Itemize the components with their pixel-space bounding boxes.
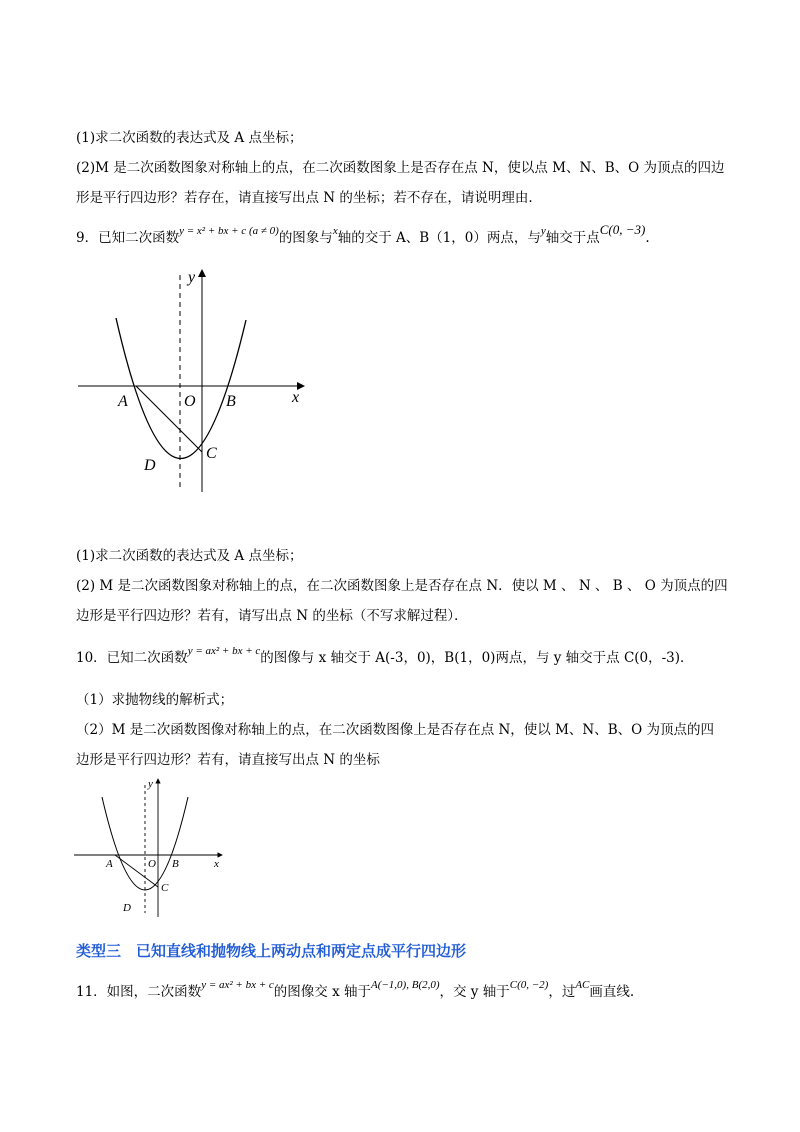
p10-question-2-line-1: （2）M 是二次函数图像对称轴上的点，在二次函数图像上是否存在点 N，使以 M、N、B、O 为顶点的四 — [76, 722, 715, 738]
label-c: C — [161, 882, 169, 894]
p11-ac: AC — [575, 979, 590, 991]
p9-number: 9．已知二次函数 — [76, 230, 180, 246]
label-y: y — [148, 778, 153, 790]
p10-figure — [70, 775, 235, 920]
label-a: A — [118, 393, 128, 410]
p9-question-2-line-2: 边形是平行四边形？若有，请写出点 N 的坐标（不写求解过程）． — [76, 608, 468, 624]
label-d: D — [144, 457, 156, 474]
p11-formula: y = ax² + bx + c — [201, 979, 274, 991]
label-o: O — [148, 858, 156, 870]
label-b: B — [226, 393, 236, 410]
p9-figure — [70, 260, 320, 500]
p10-statement: 10．已知二次函数$^{y = ax^2 + bx + c}$的图像与 x 轴交于 A(-3，0)，B(1，0)两点，与 y 轴交于点 C(0，-3)． — [76, 645, 694, 666]
p8-question-2-line-1: (2)M 是二次函数图象对称轴上的点，在二次函数图象上是否存在点 N，使以点 M、N、B、O 为顶点的四边 — [76, 160, 725, 176]
p11-point-c: C(0, −2) — [509, 979, 549, 991]
label-y: y — [188, 269, 196, 286]
p9-point-c: C(0, −3) — [599, 222, 646, 237]
p10-question-1: （1）求抛物线的解析式； — [76, 692, 234, 708]
p11-statement: 11．如图，二次函数$^{y = ax^2 + bx + c}$的图像交 x 轴于$^{A(-1,0), B(2,0)}$，交 y 轴于$^{C(0, -2)}$，过$^{AC}$画直线. — [76, 979, 635, 1000]
p9-question-2-line-1: (2) M 是二次函数图象对称轴上的点，在二次函数图象上是否存在点 N．使以 M 、 N 、 B 、 O 为顶点的四 — [76, 578, 728, 594]
label-c: C — [206, 445, 217, 462]
p10-number: 10．已知二次函数 — [76, 650, 188, 666]
p10-formula: y = ax² + bx + c — [187, 645, 261, 657]
p9-question-1: (1)求二次函数的表达式及 A 点坐标； — [76, 548, 303, 564]
section-heading: 类型三 已知直线和抛物线上两动点和两定点成平行四边形 — [76, 942, 467, 960]
p9-formula: y = x² + bx + c (a ≠ 0) — [179, 225, 279, 237]
label-d: D — [123, 902, 131, 914]
p10-question-2-line-2: 边形是平行四边形？若有，请直接写出点 N 的坐标 — [76, 752, 380, 768]
parabola — [116, 318, 246, 459]
p8-question-2-line-2: 形是平行四边形？若存在，请直接写出点 N 的坐标；若不存在，请说明理由. — [76, 190, 533, 206]
p8-question-1: (1)求二次函数的表达式及 A 点坐标； — [76, 130, 303, 146]
p9-statement: 9．已知二次函数$^{y = x^2 + bx + c (a \ne 0)}$的图象与$^x$轴的交于 A、B（1，0）两点，与$^y$轴交于点C(0, −3). — [76, 222, 650, 246]
label-o: O — [184, 393, 196, 410]
p11-points: A(−1,0), B(2,0) — [371, 979, 440, 991]
label-x: x — [292, 389, 300, 406]
label-b: B — [172, 858, 179, 870]
label-a: A — [106, 858, 113, 870]
label-x: x — [214, 858, 219, 870]
p11-number: 11．如图，二次函数 — [76, 984, 202, 1000]
